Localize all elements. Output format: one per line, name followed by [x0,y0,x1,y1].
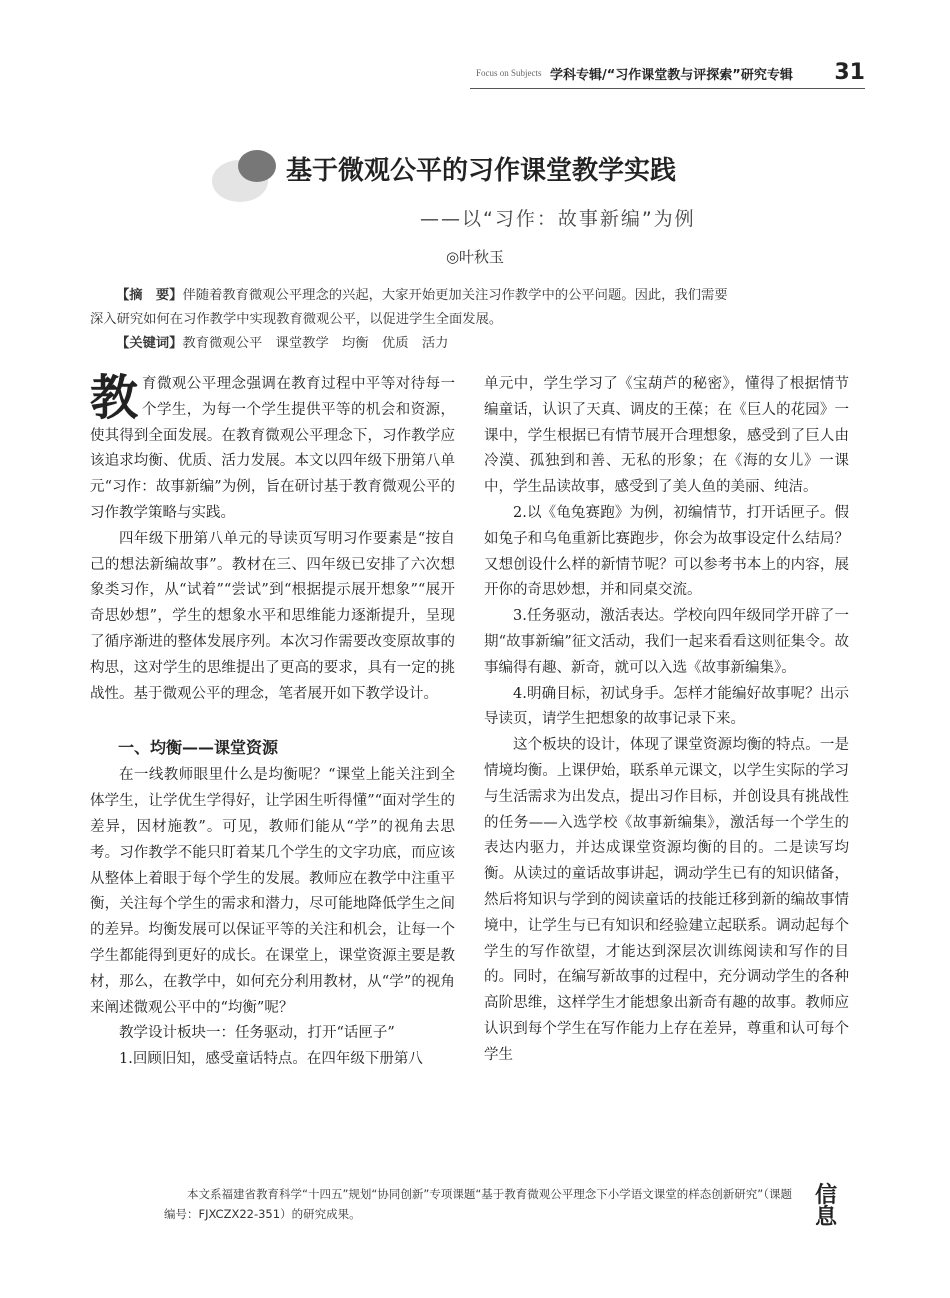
paragraph: 2.以《龟兔赛跑》为例，初编情节，打开话匣子。假如兔子和乌龟重新比赛跑步，你会为故事设定什么结局？又想创设什么样的新情节呢？可以参考书本上的内容，展开你的奇思妙想，并和同桌交流。 [484,504,849,599]
page-number: 31 [834,60,865,85]
abstract-block [90,284,860,356]
paragraph: 四年级下册第八单元的导读页写明习作要素是“按自己的想法新编故事”。教材在三、四年级已安排了六次想象类习作，从“试着”“尝试”到“根据提示展开想象”“展开奇思妙想”，学生的想象水平和思维能力逐渐提升，呈现了循序渐进的整体发展序列。本次习作需要改变原故事的构思，这对学生的思维提出了更高的要求，具有一定的挑战性。基于微观公平的理念，笔者展开如下教学设计。 [90,530,455,702]
badge-char: 信 [814,1183,837,1208]
footnote [164,1184,794,1224]
paragraph-text: 育微观公平理念强调在教育过程中平等对待每一个学生，为每一个学生提供平等的机会和资源，使其得到全面发展。在教育微观公平理念下，习作教学应该追求均衡、优质、活力发展。本文以四年级下册第八单元“习作：故事新编”为例，旨在研讨基于教育微观公平的习作教学策略与实践。 [90,376,455,521]
keywords-label: 【关键词】 [116,336,183,351]
left-column [90,372,455,1073]
paragraph [90,372,455,527]
section-heading: 一、均衡——课堂资源 [118,738,279,758]
paragraph: 单元中，学生学习了《宝葫芦的秘密》，懂得了根据情节编童话，认识了天真、调皮的王葆；在《巨人的花园》一课中，学生根据已有情节展开合理想象，感受到了巨人由冷漠、孤独到和善、无私的形象；在《海的女儿》一课中，学生品读故事，感受到了美人鱼的美丽、纯洁。 [484,376,849,496]
abstract-line-1: 伴随着教育微观公平理念的兴起，大家开始更加关注习作教学中的公平问题。因此，我们需要 [182,288,728,303]
speech-bubble-icon [210,150,280,205]
footnote-text: 本文系福建省教育科学“十四五”规划“协同创新”专项课题“基于教育微观公平理念下小学语文课堂的样态创新研究”（课题编号：FJXCZX22-351）的研究成果。 [164,1187,792,1221]
paragraph: 1.回顾旧知，感受童话特点。在四年级下册第八 [119,1051,423,1068]
badge-char: 息 [814,1205,837,1230]
article-title: 基于微观公平的习作课堂教学实践 [286,156,677,186]
paragraph: 这个板块的设计，体现了课堂资源均衡的特点。一是情境均衡。上课伊始，联系单元课文，以学生实际的学习与生活需求为出发点，提出习作目标，并创设具有挑战性的任务——入选学校《故事新编集》，激活每一个学生的表达内驱力，并达成课堂资源均衡的目的。二是读写均衡。从读过的童话故事讲起，调动学生已有的知识储备，然后将知识与学到的阅读童话的技能迁移到新的编故事情境中，让学生与已有知识和经验建立起联系。调动起每个学生的写作欲望，才能达到深层次训练阅读和写作的目的。同时，在编写新故事的过程中，充分调动学生的各种高阶思维，这样学生才能想象出新奇有趣的故事。教师应认识到每个学生在写作能力上存在差异，尊重和认可每个学生 [484,737,849,1063]
section-badge [812,1185,840,1229]
article-subtitle: ——以“习作：故事新编”为例 [420,208,696,230]
header-section-title: 学科专辑/“习作课堂教与评探索”研究专辑 [550,68,793,83]
paragraph: 4.明确目标，初试身手。怎样才能编好故事呢？出示导读页，请学生把想象的故事记录下来。 [484,685,849,728]
abstract-label: 【摘 要】 [116,288,183,303]
paragraph: 3.任务驱动，激活表达。学校向四年级同学开辟了一期“故事新编”征文活动，我们一起来看看这则征集令。故事编得有趣、新奇，就可以入选《故事新编集》。 [484,608,849,676]
paragraph: 在一线教师眼里什么是均衡呢？“课堂上能关注到全体学生，让学优生学得好，让学困生听得懂”“面对学生的差异，因材施教”。可见，教师们能从“学”的视角去思考。习作教学不能只盯着某几个学生的文字功底，而应该从整体上着眼于每个学生的发展。教师应在教学中注重平衡，关注每个学生的需求和潜力，尽可能地降低学生之间的差异。均衡发展可以保证平等的关注和机会，让每一个学生都能得到更好的成长。在课堂上，课堂资源主要是教材，那么，在教学中，如何充分利用教材，从“学”的视角来阐述微观公平中的“均衡”呢？ [90,767,455,1016]
right-column [484,372,849,1069]
dropcap: 教 [90,370,139,426]
paragraph: 教学设计板块一：任务驱动，打开“话匣子” [119,1025,395,1042]
abstract-line-2: 深入研究如何在习作教学中实现教育微观公平，以促进学生全面发展。 [90,312,503,327]
header-focus-label: Focus on Subjects [476,68,542,78]
article-author: ◎叶秋玉 [445,248,505,266]
keywords: 教育微观公平 课堂教学 均衡 优质 活力 [182,336,449,351]
running-header [470,60,865,89]
